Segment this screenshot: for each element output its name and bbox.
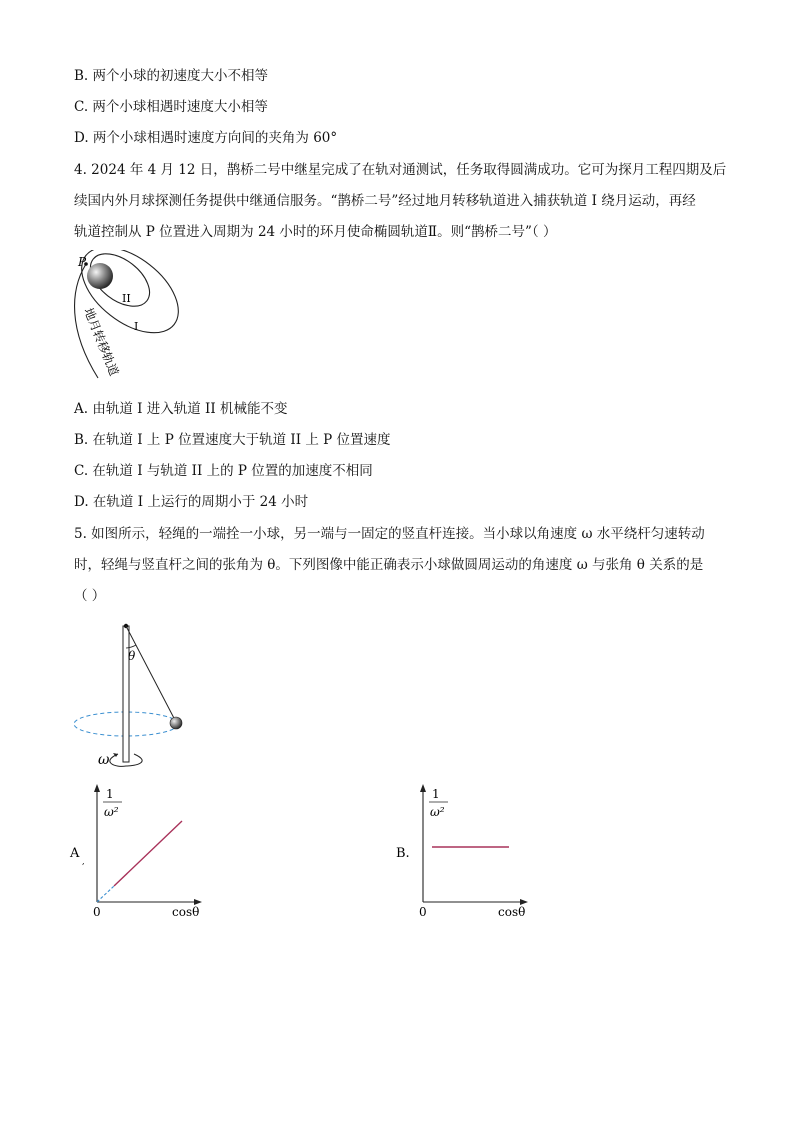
- orbit-2-label: II: [122, 292, 131, 305]
- transfer-orbit-label: 地月转移轨道: [81, 305, 122, 378]
- graph-a-y-numerator: 1: [106, 787, 114, 801]
- moon: [87, 263, 113, 289]
- graph-a-line: [114, 821, 182, 886]
- graph-b-x-label: cosθ: [498, 905, 526, 919]
- graph-b-y-numerator: 1: [432, 787, 440, 801]
- graph-b-option: B.: [396, 846, 410, 861]
- q3-option-d: D. 两个小球相遇时速度方向间的夹角为 60°: [74, 130, 338, 146]
- point-p-label: P: [78, 255, 87, 269]
- q4-option-a: A. 由轨道 I 进入轨道 II 机械能不变: [74, 401, 288, 417]
- q4-stem-line1: 4. 2024 年 4 月 12 日，鹊桥二号中继星完成了在轨对通测试，任务取得圆满成功。它可为探月工程四期及后: [74, 162, 727, 178]
- q4-stem-line2: 续国内外月球探测任务提供中继通信服务。“鹊桥二号”经过地月转移轨道进入捕获轨道 I 绕月运动，再经: [74, 193, 696, 209]
- q4-option-d: D. 在轨道 I 上运行的周期小于 24 小时: [74, 494, 309, 510]
- ball: [170, 717, 182, 729]
- graph-a-x-label: cosθ: [172, 905, 200, 919]
- graph-b: [392, 780, 542, 922]
- omega-label: ω: [98, 752, 110, 768]
- svg-text:,: ,: [82, 857, 85, 866]
- q4-stem-line3: 轨道控制从 P 位置进入周期为 24 小时的环月使命椭圆轨道Ⅱ。则“鹊桥二号”（ ）: [74, 224, 557, 240]
- graph-a-option: A: [70, 846, 80, 861]
- graph-a-y-denominator: ω²: [104, 805, 119, 819]
- vertical-rod: [123, 626, 129, 762]
- q5-stem-line1: 5. 如图所示，轻绳的一端拴一小球，另一端与一固定的竖直杆连接。当小球以角速度 ω 水平绕杆匀速转动: [74, 526, 705, 542]
- theta-label: θ: [128, 649, 136, 663]
- string: [126, 626, 176, 722]
- q4-option-b: B. 在轨道 I 上 P 位置速度大于轨道 II 上 P 位置速度: [74, 432, 391, 448]
- q4-option-c: C. 在轨道 I 与轨道 II 上的 P 位置的加速度不相同: [74, 463, 373, 479]
- graph-b-origin: 0: [419, 905, 427, 919]
- orbit-1-label: I: [134, 320, 139, 333]
- q5-stem-line2: 时，轻绳与竖直杆之间的张角为 θ。下列图像中能正确表示小球做圆周运动的角速度 ω 与张角 θ 关系的是: [74, 557, 704, 573]
- graph-a: [66, 780, 216, 922]
- graph-a-dashed-segment: [97, 886, 114, 902]
- orbit-diagram: [62, 250, 192, 390]
- graph-b-y-denominator: ω²: [430, 805, 445, 819]
- q3-option-c: C. 两个小球相遇时速度大小相等: [74, 99, 268, 115]
- graph-a-origin: 0: [93, 905, 101, 919]
- q5-stem-line3: （ ）: [74, 588, 106, 604]
- pendulum-diagram: [70, 618, 200, 770]
- q3-option-b: B. 两个小球的初速度大小不相等: [74, 68, 269, 84]
